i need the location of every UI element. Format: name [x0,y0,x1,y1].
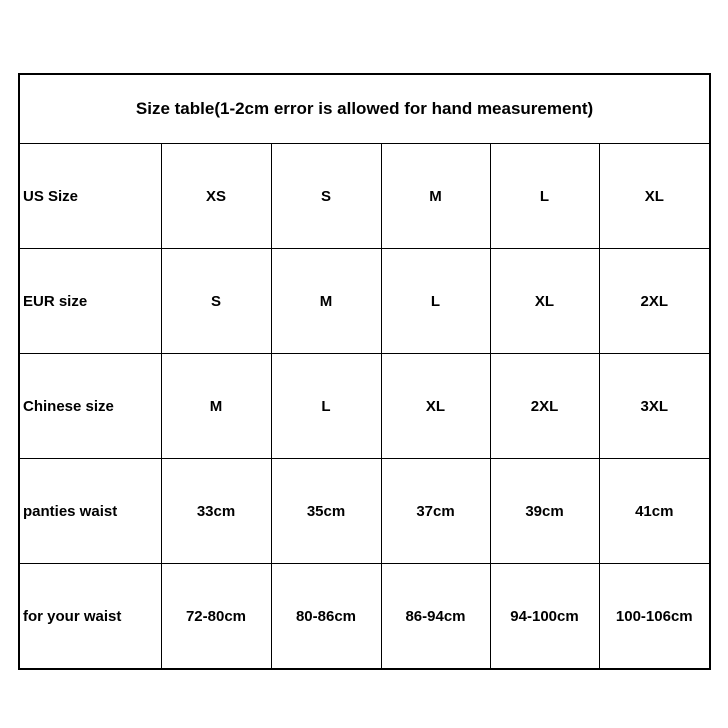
table-cell: 2XL [490,354,599,459]
table-cell: 94-100cm [490,564,599,670]
table-cell: 80-86cm [271,564,381,670]
table-cell: XL [490,249,599,354]
table-cell: 86-94cm [381,564,490,670]
table-cell: S [161,249,271,354]
table-cell: M [161,354,271,459]
table-cell: 33cm [161,459,271,564]
table-cell: L [490,144,599,249]
table-row-eur-size [19,249,710,354]
table-cell: 2XL [599,249,710,354]
row-label: EUR size [19,249,161,354]
table-cell: L [271,354,381,459]
table-cell: 35cm [271,459,381,564]
table-cell: 37cm [381,459,490,564]
table-row-for-your-waist [19,564,710,670]
table-title: Size table(1-2cm error is allowed for hand measurement) [19,74,710,144]
row-label: for your waist [19,564,161,670]
table-cell: 3XL [599,354,710,459]
table-cell: XL [381,354,490,459]
row-label: Chinese size [19,354,161,459]
table-cell: 39cm [490,459,599,564]
table-cell: 41cm [599,459,710,564]
table-row-panties-waist [19,459,710,564]
table-row-us-size [19,144,710,249]
table-cell: 100-106cm [599,564,710,670]
table-cell: 72-80cm [161,564,271,670]
table-cell: S [271,144,381,249]
title-row [19,74,710,144]
table-cell: L [381,249,490,354]
table-cell: XL [599,144,710,249]
table-cell: M [381,144,490,249]
row-label: panties waist [19,459,161,564]
table-cell: M [271,249,381,354]
table-cell: XS [161,144,271,249]
size-table [18,73,711,670]
row-label: US Size [19,144,161,249]
table-row-chinese-size [19,354,710,459]
